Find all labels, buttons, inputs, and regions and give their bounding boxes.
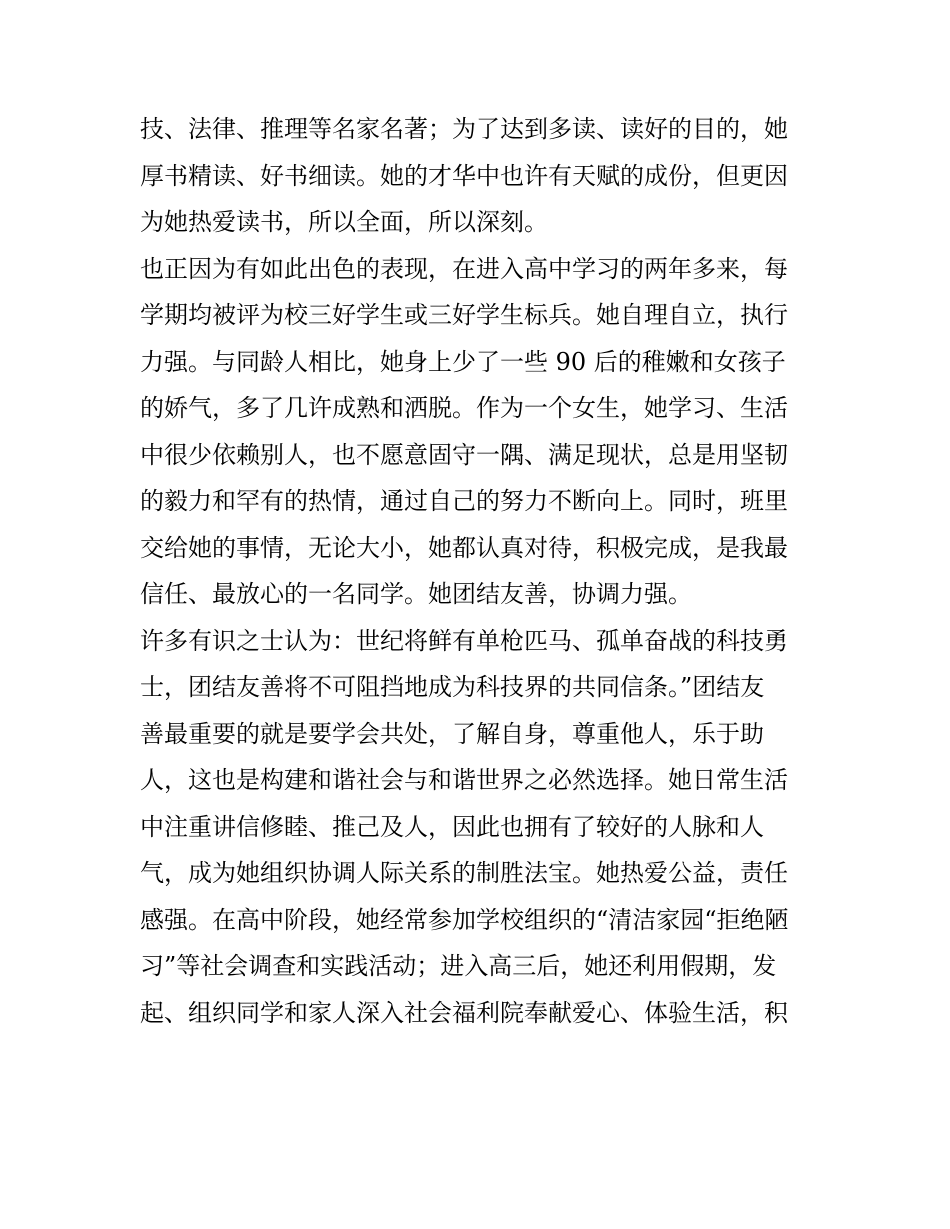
text-line: 人，这也是构建和谐社会与和谐世界之必然选择。她日常生活 xyxy=(140,766,788,794)
text-line: 信任、最放心的一名同学。她团结友善，协调力强。 xyxy=(140,580,692,608)
text-line: 力强。与同龄人相比，她身上少了一些 90 后的稚嫩和女孩子 xyxy=(140,347,786,376)
text-line: 的娇气，多了几许成熟和洒脱。作为一个女生，她学习、生活 xyxy=(140,394,788,422)
text-line: 厚书精读、好书细读。她的才华中也许有天赋的成份，但更因 xyxy=(140,161,788,190)
text-line: 技、法律、推理等名家名著；为了达到多读、读好的目的，她 xyxy=(140,115,788,143)
text-line: 善最重要的就是要学会共处，了解自身，尊重他人，乐于助 xyxy=(140,719,764,748)
text-line: 也正因为有如此出色的表现，在进入高中学习的两年多来，每 xyxy=(140,254,788,283)
text-line: 中很少依赖别人，也不愿意固守一隅、满足现状，总是用坚韧 xyxy=(140,440,788,469)
text-line: 学期均被评为校三好学生或三好学生标兵。她自理自立，执行 xyxy=(140,301,788,329)
text-line: 许多有识之士认为：世纪将鲜有单枪匹马、孤单奋战的科技勇 xyxy=(140,626,788,655)
text-line: 的毅力和罕有的热情，通过自己的努力不断向上。同时，班里 xyxy=(140,487,788,515)
text-line: 为她热爱读书，所以全面，所以深刻。 xyxy=(140,208,548,236)
text-line: 起、组织同学和家人深入社会福利院奉献爱心、体验生活，积 xyxy=(140,998,788,1027)
text-line: 中注重讲信修睦、推己及人，因此也拥有了较好的人脉和人 xyxy=(140,812,764,841)
text-line: 气，成为她组织协调人际关系的制胜法宝。她热爱公益，责任 xyxy=(140,859,788,887)
text-line: 习”等社会调查和实践活动；进入高三后，她还利用假期，发 xyxy=(140,952,777,980)
text-line: 感强。在高中阶段，她经常参加学校组织的“清洁家园“拒绝陋 xyxy=(140,905,789,934)
body-text xyxy=(140,106,820,1036)
text-line: 士，团结友善将不可阻挡地成为科技界的共同信条。”团结友 xyxy=(140,673,765,701)
text-line: 交给她的事情，无论大小，她都认真对待，积极完成，是我最 xyxy=(140,533,788,562)
